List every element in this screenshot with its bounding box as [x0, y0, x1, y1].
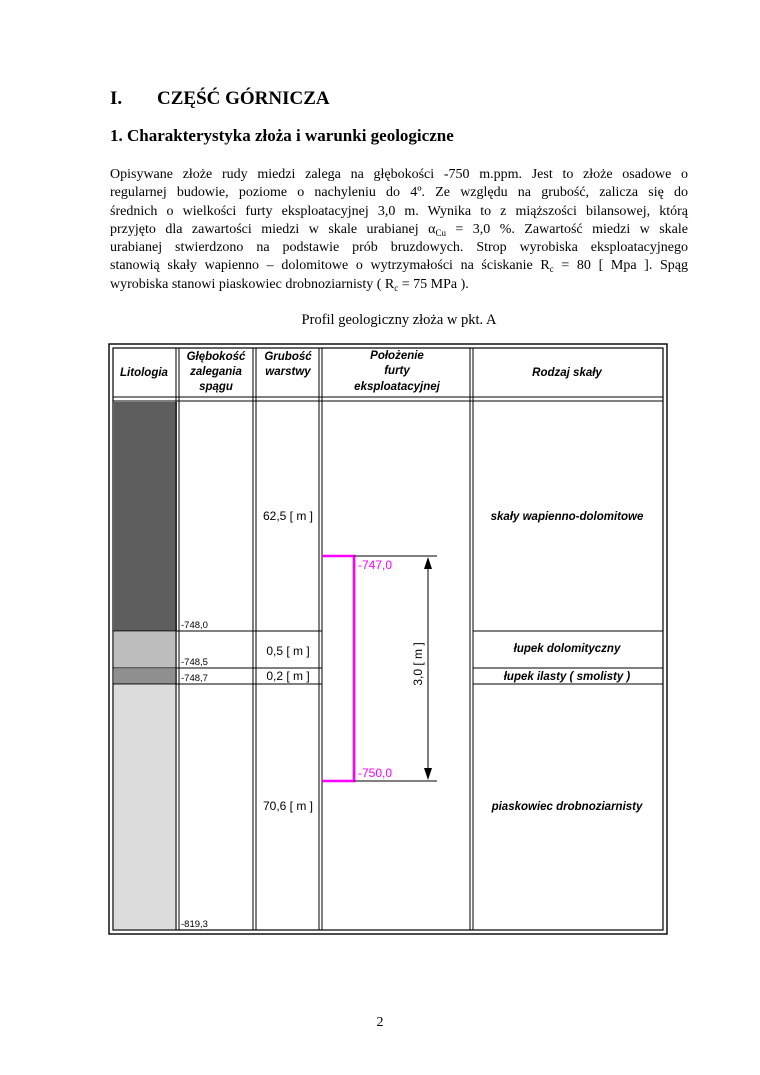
arrow-up-icon — [424, 557, 432, 569]
header-glebokosc: Głębokość — [186, 351, 246, 363]
subscript: c — [549, 264, 554, 275]
furta-bracket — [322, 556, 354, 781]
thickness-label: 70,6 [ m ] — [262, 799, 314, 813]
page-number: 2 — [376, 1015, 384, 1030]
arrow-down-icon — [424, 768, 432, 780]
litho-layer-dolomitic-shale — [114, 632, 177, 668]
chapter-number: I. — [110, 88, 123, 109]
text-run: = 80 [ Mpa ]. Spąg — [553, 258, 688, 274]
header-litologia: Litologia — [120, 367, 168, 379]
text-run: stanowią skały wapienno – dolomitowe o wytrzymałości na ściskanie R — [110, 258, 550, 274]
text-run: = 3,0 %. Zawartość miedzi w skale — [445, 221, 688, 237]
depth-label: -748,7 — [181, 673, 208, 684]
thickness-label: 0,2 [ m ] — [266, 669, 310, 683]
header-polozenie: furty — [384, 365, 410, 377]
depth-label: -748,5 — [181, 657, 208, 668]
rock-type-label: łupek ilasty ( smolisty ) — [503, 671, 631, 683]
text-run: = 75 MPa ). — [398, 276, 469, 292]
furta-marker — [322, 556, 437, 781]
rock-type-label: łupek dolomityczny — [513, 643, 621, 655]
paragraph-line: regularnej budowie, poziome o nachyleniu do 4º. Ze względu na grubość, zalicza się do — [110, 185, 688, 201]
header-polozenie: eksploatacyjnej — [354, 381, 440, 393]
text-run: wyrobiska stanowi piaskowiec drobnoziarnisty ( R — [110, 276, 395, 292]
litho-layer-dolomite — [114, 402, 177, 631]
section-heading: 1. Charakterystyka złoża i warunki geologiczne — [110, 126, 454, 145]
depth-label: -819,3 — [181, 919, 208, 930]
depth-label: -748,0 — [181, 620, 208, 631]
furta-height-label: 3,0 [ m ] — [411, 642, 425, 686]
table-inner-frame — [113, 348, 663, 930]
subscript: Cu — [435, 227, 446, 238]
furta-bottom-depth: -750,0 — [358, 766, 393, 780]
figure-caption: Profil geologiczny złoża w pkt. A — [301, 312, 497, 328]
thickness-label: 0,5 [ m ] — [266, 644, 310, 658]
paragraph-line: Opisywane złoże rudy miedzi zalega na głębokości -750 m.ppm. Jest to złoże osadowe o — [110, 167, 688, 182]
litho-layer-sandstone — [114, 685, 177, 929]
paragraph-line: urabianej stwierdzono na podstawie prób bruzdowych. Strop wyrobiska eksploatacyjnego — [110, 240, 688, 256]
litho-layer-clay-shale — [114, 669, 177, 684]
rock-type-label: skały wapienno-dolomitowe — [490, 511, 644, 523]
rock-type-label: piaskowiec drobnoziarnisty — [491, 801, 643, 813]
chapter-title: CZĘŚĆ GÓRNICZA — [157, 88, 330, 109]
header-glebokosc: spągu — [199, 381, 233, 393]
header-grubosc: warstwy — [265, 366, 311, 378]
table-outer-frame — [109, 344, 667, 934]
header-glebokosc: zalegania — [190, 366, 242, 378]
header-grubosc: Grubość — [264, 351, 312, 363]
paragraph-line: średnich o wielkości furty eksploatacyjnej 3,0 m. Wynika to z miąższości bilansowej, którą — [110, 203, 688, 219]
text-run: przyjęto dla zawartości miedzi w skale urabianej α — [110, 221, 436, 237]
thickness-label: 62,5 [ m ] — [262, 509, 314, 523]
furta-top-depth: -747,0 — [358, 558, 393, 572]
subscript: c — [394, 282, 399, 293]
header-polozenie: Położenie — [370, 350, 424, 362]
header-rodzaj: Rodzaj skały — [532, 367, 602, 379]
